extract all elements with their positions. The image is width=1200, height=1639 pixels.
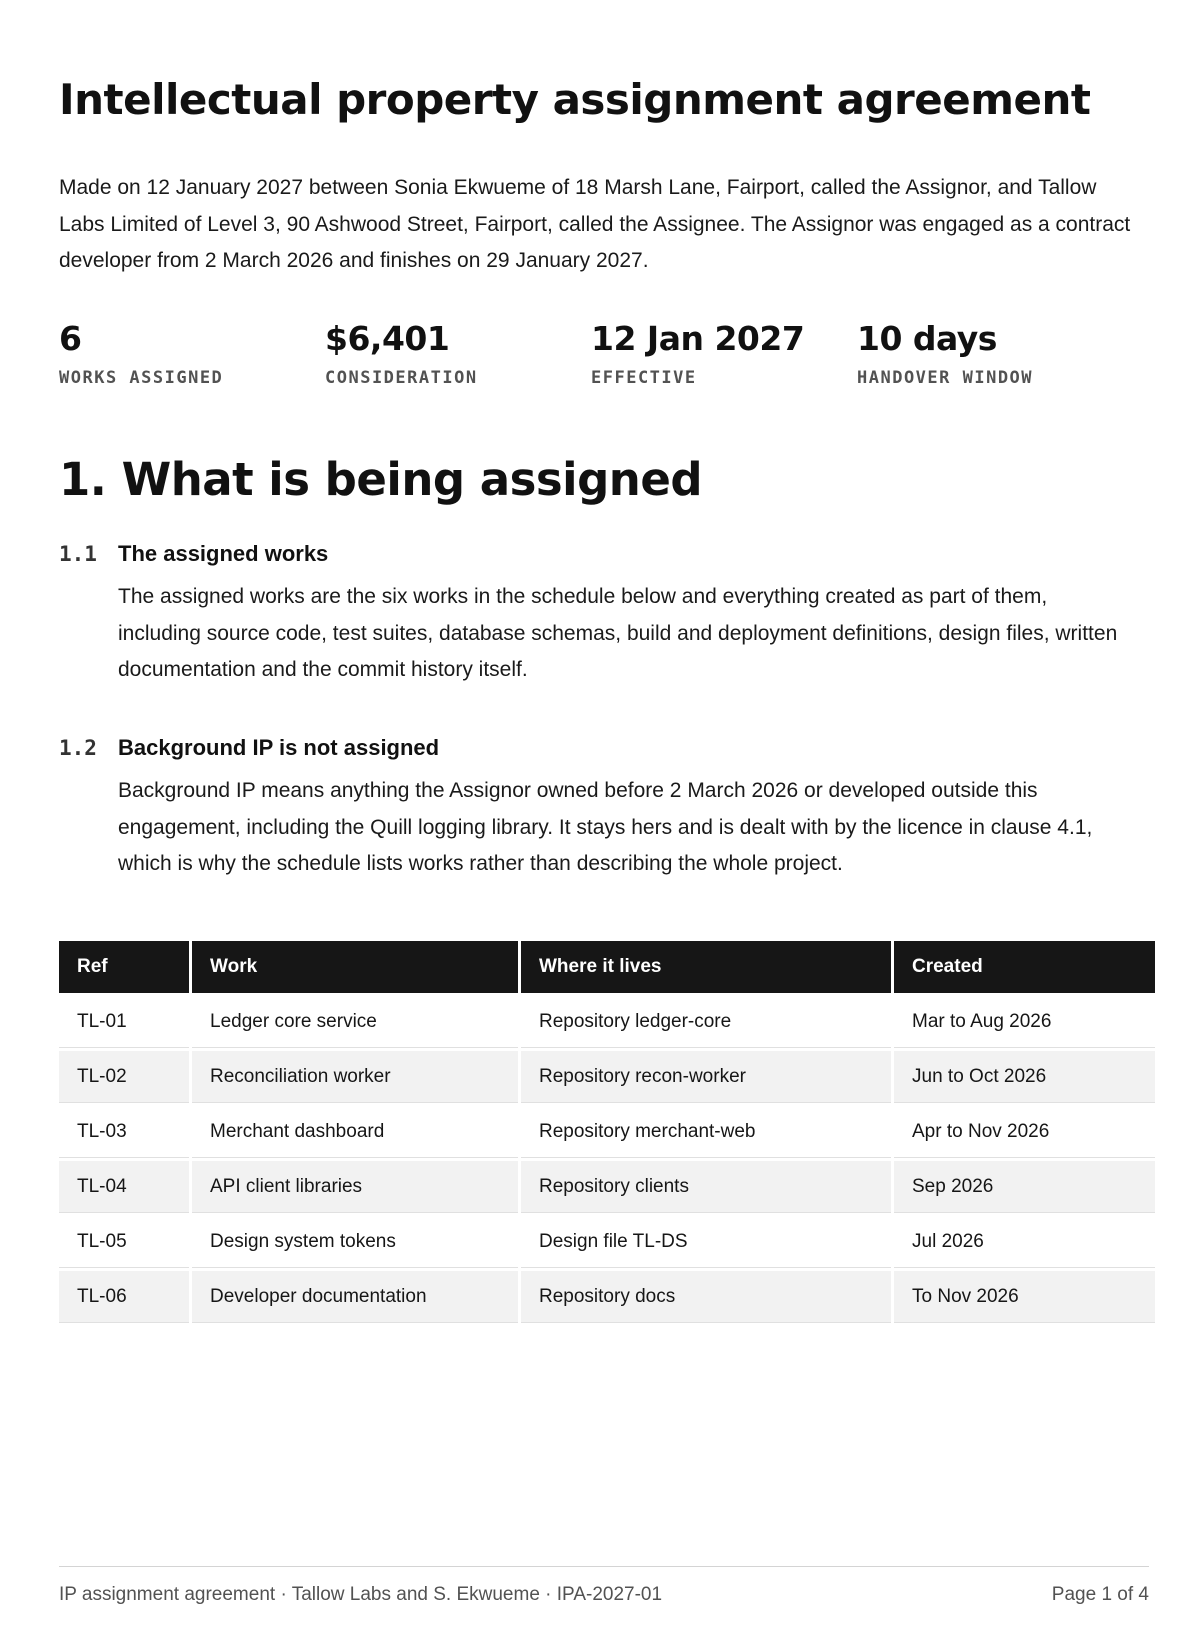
stat-effective [591, 318, 851, 388]
document-title: Intellectual property assignment agreement [59, 75, 1091, 124]
table-row [59, 1051, 1155, 1103]
cell-location: Repository docs [521, 1271, 891, 1323]
cell-created: Jun to Oct 2026 [894, 1051, 1155, 1103]
cell-ref: TL-01 [59, 996, 189, 1048]
stat-works-assigned [59, 318, 319, 388]
stat-value: $6,401 [325, 319, 450, 358]
footer-divider [59, 1566, 1149, 1567]
cell-ref: TL-05 [59, 1216, 189, 1268]
cell-work: Reconciliation worker [192, 1051, 518, 1103]
cell-created: Mar to Aug 2026 [894, 996, 1155, 1048]
stat-label: WORKS ASSIGNED [59, 368, 224, 388]
cell-work: Ledger core service [192, 996, 518, 1048]
clause-number: 1.1 [59, 542, 97, 566]
stat-label: CONSIDERATION [325, 368, 478, 388]
clause-title: The assigned works [118, 541, 329, 566]
cell-ref: TL-06 [59, 1271, 189, 1323]
cell-location: Repository clients [521, 1161, 891, 1213]
section-heading: 1. What is being assigned [59, 453, 703, 506]
stat-label: EFFECTIVE [591, 368, 697, 388]
clause-title: Background IP is not assigned [118, 735, 440, 760]
clause-number: 1.2 [59, 736, 97, 760]
cell-location: Repository merchant-web [521, 1106, 891, 1158]
column-header-location: Where it lives [521, 941, 891, 993]
cell-created: Apr to Nov 2026 [894, 1106, 1155, 1158]
cell-ref: TL-02 [59, 1051, 189, 1103]
table-row [59, 1106, 1155, 1158]
works-schedule-table [56, 938, 1158, 1326]
cell-location: Repository recon-worker [521, 1051, 891, 1103]
table-row [59, 996, 1155, 1048]
column-header-ref: Ref [59, 941, 189, 993]
clause-body: Background IP means anything the Assignor owned before 2 March 2026 or developed outside this engagement, including the Quill logging library. It stays hers and is dealt with by the licence in clause 4.1, which is why the schedule lists works rather than describing the whole project. [118, 779, 1093, 875]
document-page [59, 0, 1161, 1639]
key-stats [59, 318, 1161, 398]
table-row [59, 1216, 1155, 1268]
table-row [59, 1161, 1155, 1213]
cell-created: Sep 2026 [894, 1161, 1155, 1213]
stat-value: 10 days [857, 319, 997, 358]
stat-value: 12 Jan 2027 [591, 319, 805, 358]
page-number: Page 1 of 4 [1051, 1584, 1149, 1605]
column-header-created: Created [894, 941, 1155, 993]
stat-handover-window [857, 318, 1117, 388]
table-header-row [59, 941, 1155, 993]
table-row [59, 1271, 1155, 1323]
stat-value: 6 [59, 319, 82, 358]
cell-work: Merchant dashboard [192, 1106, 518, 1158]
cell-location: Repository ledger-core [521, 996, 891, 1048]
cell-work: Developer documentation [192, 1271, 518, 1323]
cell-work: API client libraries [192, 1161, 518, 1213]
footer-document-reference: IP assignment agreement · Tallow Labs and S. Ekwueme · IPA-2027-01 [59, 1584, 663, 1605]
intro-paragraph: Made on 12 January 2027 between Sonia Ekwueme of 18 Marsh Lane, Fairport, called the Assignor, and Tallow Labs Limited of Level 3, 90 Ashwood Street, Fairport, called the Assignee. The Assignor was engaged as a contract developer from 2 March 2026 and finishes on 29 January 2027. [59, 176, 1131, 272]
cell-work: Design system tokens [192, 1216, 518, 1268]
cell-ref: TL-04 [59, 1161, 189, 1213]
clause-body: The assigned works are the six works in the schedule below and everything created as part of them, including source code, test suites, database schemas, build and deployment definitions, design files, written documentation and the commit history itself. [118, 585, 1118, 681]
stat-label: HANDOVER WINDOW [857, 368, 1034, 388]
cell-ref: TL-03 [59, 1106, 189, 1158]
column-header-work: Work [192, 941, 518, 993]
cell-created: Jul 2026 [894, 1216, 1155, 1268]
cell-created: To Nov 2026 [894, 1271, 1155, 1323]
stat-consideration [325, 318, 585, 388]
cell-location: Design file TL-DS [521, 1216, 891, 1268]
